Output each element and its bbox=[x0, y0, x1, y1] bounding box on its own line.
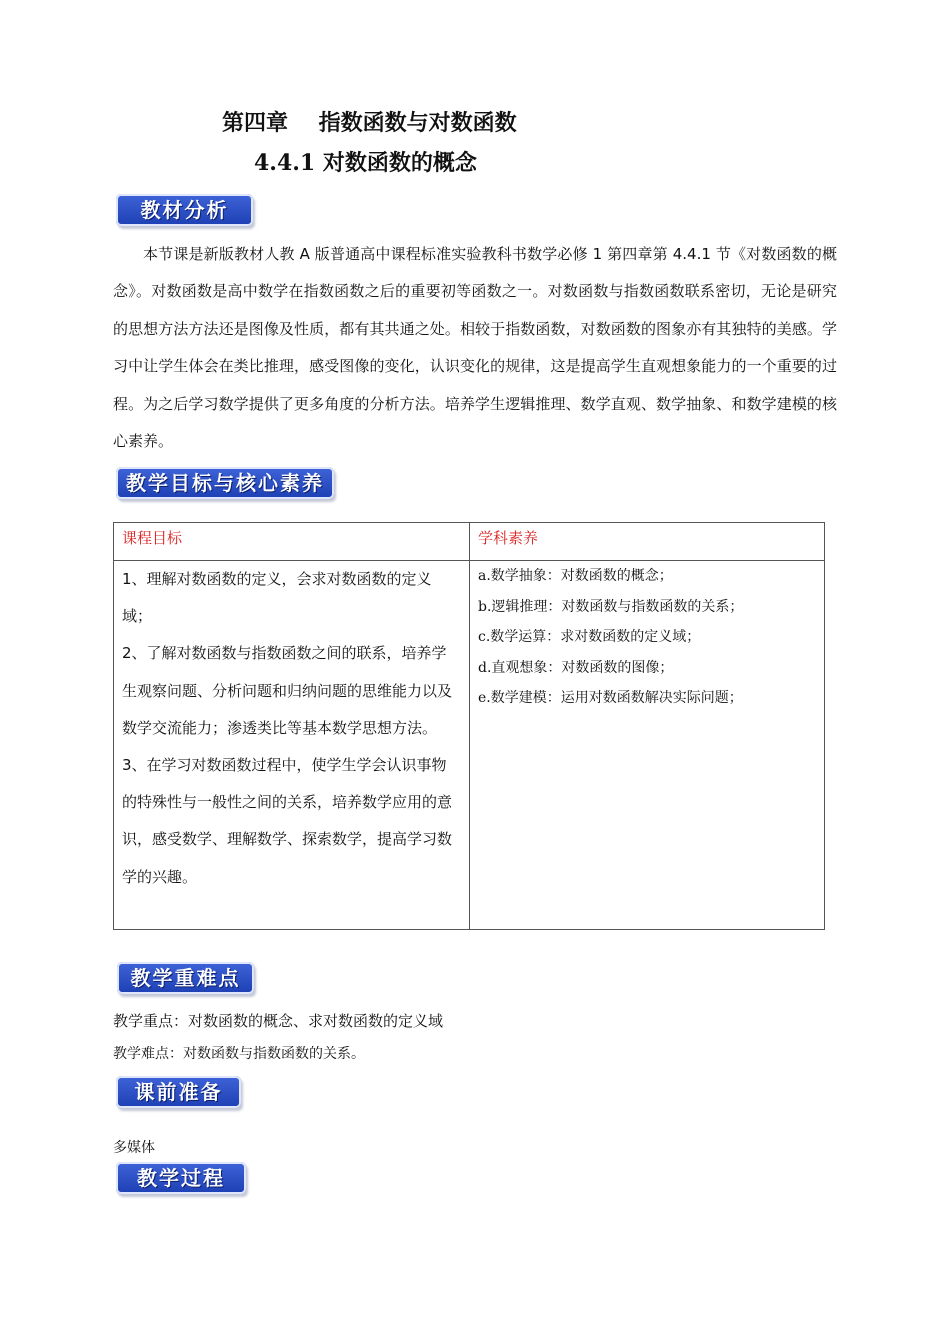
goal-item: 1、理解对数函数的定义，会求对数函数的定义域； bbox=[122, 570, 432, 626]
badge-key-points: 教学重难点 bbox=[117, 962, 254, 994]
literacy-item: c.数学运算：求对数函数的定义域； bbox=[478, 629, 701, 645]
literacy-item: e.数学建模：运用对数函数解决实际问题； bbox=[478, 690, 743, 706]
section-title: 4.4.1 对数函数的概念 bbox=[254, 150, 477, 176]
chapter-title: 第四章 指数函数与对数函数 bbox=[222, 110, 517, 136]
badge-analysis: 教材分析 bbox=[116, 194, 253, 226]
header-literacy: 学科素养 bbox=[470, 523, 825, 561]
goal-item: 3、在学习对数函数过程中，使学生学会认识事物的特殊性与一般性之间的关系，培养数学应用的意识，感受数学、理解数学、探索数学，提高学习数学的兴趣。 bbox=[122, 756, 453, 886]
literacy-item: d.直观想象：对数函数的图像； bbox=[478, 659, 674, 676]
teaching-focus: 教学重点：对数函数的概念、求对数函数的定义域 bbox=[113, 1012, 444, 1030]
goal-item: 2、了解对数函数与指数函数之间的联系，培养学生观察问题、分析问题和归纳问题的思维能力以及数学交流能力；渗透类比等基本数学思想方法。 bbox=[122, 644, 453, 737]
literacy-item: a.数学抽象：对数函数的概念； bbox=[478, 568, 673, 584]
literacy-item: b.逻辑推理：对数函数与指数函数的关系； bbox=[478, 598, 744, 615]
badge-goals: 教学目标与核心素养 bbox=[116, 467, 334, 499]
course-goals-cell bbox=[114, 561, 470, 930]
literacy-cell bbox=[470, 561, 825, 930]
header-course-goals: 课程目标 bbox=[114, 523, 470, 561]
prep-text: 多媒体 bbox=[113, 1140, 155, 1156]
badge-process: 教学过程 bbox=[116, 1162, 246, 1194]
goals-table bbox=[113, 522, 825, 930]
teaching-difficulty: 教学难点：对数函数与指数函数的关系。 bbox=[113, 1046, 365, 1062]
badge-prep: 课前准备 bbox=[116, 1076, 241, 1108]
analysis-paragraph: 本节课是新版教材人教 A 版普通高中课程标准实验教科书数学必修 1 第四章第 4.4.1 节《对数函数的概念》。对数函数是高中数学在指数函数之后的重要初等函数之一。对数函数与指数函数联系密切，无论是研究的思想方法方法还是图像及性质，都有其共通之处。相较于指数函数，对数函数的图象亦有其独特的美感。学习中让学生体会在类比推理，感受图像的变化，认识变化的规律，这是提高学生直观想象能力的一个重要的过程。为之后学习数学提供了更多角度的分析方法。培养学生逻辑推理、数学直观、数学抽象、和数学建模的核心素养。 bbox=[113, 245, 837, 451]
